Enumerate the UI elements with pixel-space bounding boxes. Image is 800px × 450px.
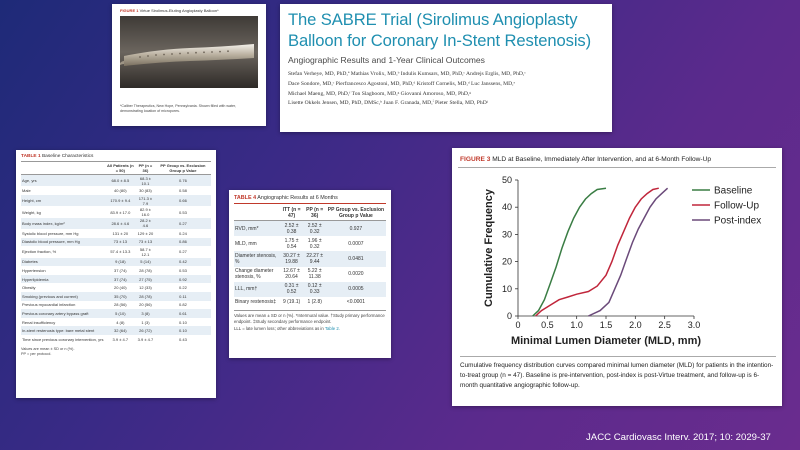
x-tick-label: 2.0 [629,320,642,330]
table1-panel [16,150,216,398]
y-tick-label: 30 [501,229,512,240]
table4-row-cell: Change diameter stenosis, % [235,268,274,281]
table1-row [21,175,211,187]
table1-row-cell: 171.3 ± 7.9 [136,195,155,206]
author-line: Dace Sondore, MD,ᶜ Pierfrancesco Agostoni, MD, PhD,ᵈ Kristoff Cornelis, MD,ᵈ Luc Janssens, MD,ᵉ [288,80,516,87]
table1-row [21,326,211,335]
table1-row [21,335,211,344]
table1-row-cell: 0.86 [155,238,211,247]
table1-row-cell: Previous myocardial infarction [22,302,76,308]
table4-row-cell: 30.27 ± 19.88 [280,251,304,266]
x-tick-label: 1.5 [599,320,613,330]
table1-row-cell: 32 (64) [105,326,136,335]
table1-row-cell: 3.9 ± 4.7 [112,336,129,342]
table1-row-cell: Weight, kg [22,209,41,215]
table1-row [21,218,211,229]
x-tick-label: 1.0 [570,320,583,330]
figure3-label: FIGURE 3 [460,156,491,163]
table1-row-cell: Previous coronary artery bypass graft [21,309,105,318]
table4-panel [229,190,391,358]
table1-row-cell: 28 (78) [139,268,152,274]
x-tick-label: 3.0 [687,320,701,330]
table4-row-cell: 0.0005 [326,282,386,297]
table1-row-cell: 3 (8) [136,309,155,318]
table4-row [234,221,386,237]
mld-cumulative-chart [452,168,782,354]
table1-row-cell: 4 (8) [116,319,125,325]
table1-col-header: PP Group vs. Exclusion Group p Value [155,162,211,175]
y-axis-label: Cumulative Frequency [483,189,495,307]
table1-row [21,238,211,247]
table1-row-cell: 3.9 ± 4.7 [137,336,154,342]
y-tick-label: 20 [501,256,512,267]
table4-row-cell: LLL, mm† [234,282,280,297]
table1-row-cell: 0.27 [179,249,187,255]
table4-row [234,282,386,297]
table4-col-header: ITT (n = 47) [280,206,304,221]
table1-row-cell: 0.27 [155,218,211,229]
table1-row [21,186,211,195]
table4-header [234,195,386,204]
table1-row-cell: 131 ± 20 [112,230,129,236]
balloon-figure-header [112,4,266,15]
table1-row-cell: Obesity [22,285,36,291]
table4-row-cell: 1.96 ± 0.32 [307,237,322,250]
table1-body [21,175,211,344]
table1-col-header: All Patients (n = 50) [105,162,136,175]
table1-row [21,206,211,217]
table4-row-cell: Diameter stenosis, % [234,251,280,266]
table1-row-cell: 27 (75) [136,275,155,284]
table1-row-cell: 73 ± 13 [105,238,136,247]
table4-row-cell: RVD, mm* [234,221,280,237]
table1-row-cell: 37 (74) [105,275,136,284]
figure-label: FIGURE 1 [120,8,139,13]
table1-row [21,195,211,206]
balloon-figure-caption: *Caliber Therapeutics, New Hope, Pennsylvania. Shown filled with water, demonstrating location of micropores. [120,104,236,113]
table1-row [21,318,211,327]
table4-row-cell: 0.0007 [348,240,364,247]
table1-row-cell: In-stent restenosis type: bare metal stent [21,326,105,335]
table1 [21,162,211,344]
table4-title: Angiographic Results at 6 Months [257,195,338,201]
table1-row-cell: 0.76 [155,175,211,187]
figure3-panel [452,148,782,406]
table1-row-cell: Smoking (previous and current) [21,292,105,301]
balloon-photo [120,16,258,88]
x-tick-label: 2.5 [658,320,671,330]
table1-row-cell: Diabetes [21,258,105,267]
table1-row-cell: Body mass index, kg/m² [21,218,105,229]
table1-row-cell: 68.3 ± 10.1 [136,175,155,187]
table1-row-cell: 0.82 [179,302,187,308]
table1-row-cell: 28.2 ± 4.6 [136,218,155,229]
table1-row-cell: 83.9 ± 17.0 [110,209,131,215]
table1-col-header [21,162,105,175]
table4-row-cell: 22.27 ± 9.44 [304,251,326,266]
table1-row-cell: 73 ± 13 [136,238,155,247]
table1-row-cell: Height, cm [21,195,105,206]
table1-row-cell: Hyperlipidemia [21,275,105,284]
table1-row-cell: 58.7 ± 12.1 [139,246,151,257]
table2-link[interactable]: Table 2. [324,325,340,331]
table1-row-cell: 20 (40) [113,285,127,291]
table1-row-cell: 0.11 [155,292,211,301]
table1-row-cell: 129 ± 20 [137,230,154,236]
table1-row-cell: Age, yrs [21,175,105,187]
table4-row [234,267,386,282]
table1-row-cell: 28 (56) [113,302,127,308]
article-title-panel [280,4,612,132]
author-line: Lisette Okkels Jensen, MD, PhD, DMSc,ʰ Juan F. Granada, MD,ⁱ Pieter Stella, MD, PhDʲ [288,100,488,107]
table1-row-cell: Systolic blood pressure, mm Hg [22,230,79,236]
table1-row [21,266,211,275]
table1-row-cell: Hypertension [22,268,46,274]
table4-footnote: Values are mean ± SD or n (%). *Intermural value. †Study primary performance endpoint. ‡Study secondary performance endpoint. [234,313,385,325]
table4-row-cell: 0.31 ± 0.52 [280,282,304,297]
table4-row-cell: 2.52 ± 0.32 [304,221,326,237]
table1-row-cell: 170.9 ± 9.4 [105,195,136,206]
table4-row-cell: 1.75 ± 0.54 [284,237,299,250]
series-line-follow-up [536,188,659,316]
table1-row-cell: 0.42 [155,258,211,267]
x-axis-label: Minimal Lumen Diameter (MLD, mm) [510,335,702,347]
table1-row-cell: 30 (83) [139,188,152,194]
table1-row-cell: 12 (33) [139,285,152,291]
table1-row [21,258,211,267]
table1-title: Baseline Characteristics [41,154,94,159]
table1-row-cell: Ejection fraction, % [22,249,57,255]
table1-row [21,275,211,284]
table1-row-cell: 0.66 [155,195,211,206]
citation: JACC Cardiovasc Interv. 2017; 10: 2029-37 [586,432,771,443]
table4 [234,206,386,306]
author-line: Michael Maeng, MD, PhD,ᶠ Ton Slagboom, MD,ᵍ Giovanni Amoroso, MD, PhD,ᵍ [288,90,472,97]
table1-row-cell: 5 (10) [105,309,136,318]
balloon-figure-panel [112,4,266,126]
table1-row [21,283,211,292]
y-tick-label: 10 [501,283,512,294]
figure3-title: MLD at Baseline, Immediately After Intervention, and at 6-Month Follow-Up [492,156,712,163]
table4-row-cell: 0.927 [326,221,386,237]
y-tick-label: 40 [501,202,512,213]
table4-row-cell: 0.0481 [326,251,386,266]
table1-row-cell: 0.58 [179,188,187,194]
table1-footnote: Values are mean ± SD or n (%). [21,346,75,351]
table1-row [21,309,211,318]
table1-row-cell: 0.22 [179,285,187,291]
table1-row [21,301,211,310]
table4-col-header: PP Group vs. Exclusion Group p Value [327,207,385,219]
table4-body [234,221,386,307]
figure3-header [458,148,776,168]
table1-row-cell: 0.10 [155,326,211,335]
table1-row-cell: 28.6 ± 4.6 [105,218,136,229]
table4-row [234,297,386,306]
x-tick-label: 0.5 [541,320,554,330]
figure3-caption: Cumulative frequency distribution curves compared minimal lumen diameter (MLD) for patients in the intention-to-treat group (n = 47). Baseline is pre-intervention, post-index is post-Virtue treatment, and follow-up is 6-month quantitative angiographic follow-up. [460,356,776,391]
table1-row-cell: 40 (80) [113,188,127,194]
table1-footnote: PP = per protocol. [21,351,52,356]
table4-row-cell: MLD, mm [235,240,257,247]
table1-row [21,229,211,238]
table1-row-cell: 28 (78) [136,292,155,301]
legend-label: Post-index [714,215,762,227]
table4-row-cell: 9 (19.1) [282,298,301,305]
table4-row-cell: 1 (2.8) [307,298,322,305]
table4-abbr-note [234,326,386,332]
article-title: The SABRE Trial (Sirolimus Angioplasty Balloon for Coronary In-Stent Restenosis) [288,10,592,50]
table4-row-cell: 0.0020 [348,271,364,278]
table1-row-cell: 5 (14) [136,258,155,267]
table1-row-cell: 37 (74) [113,268,127,274]
table4-row-cell: 12.67 ± 20.64 [283,268,300,281]
table4-row [234,251,386,266]
author-list [288,70,606,109]
table1-row-cell: 0.10 [179,319,187,325]
table1-row-cell: 57.4 ± 13.3 [110,249,131,255]
table1-row-cell: Diastolic blood pressure, mm Hg [21,238,105,247]
y-tick-label: 50 [501,175,512,185]
table1-row-cell: 0.61 [155,309,211,318]
table4-col-header: PP (n = 36) [304,206,326,221]
table1-col-header: PP (n = 36) [136,162,155,175]
table1-row-cell: Male [22,188,31,194]
figure-header-text: Virtue Sirolimus-Eluting Angioplasty Balloon* [139,8,219,13]
article-subtitle: Angiographic Results and 1-Year Clinical Outcomes [288,55,485,66]
table4-abbr-text: LLL = late lumen loss; other abbreviations as in [234,325,325,331]
legend-label: Baseline [714,185,753,197]
legend-label: Follow-Up [714,200,760,212]
table1-row [21,292,211,301]
table1-row [21,246,211,257]
table1-row-cell: 0.43 [179,336,187,342]
table1-row-cell: 0.92 [155,275,211,284]
y-tick-label: 0 [506,311,512,321]
table4-row-cell: Binary restenosis‡ [235,298,277,305]
table4-row-cell: 2.52 ± 0.38 [280,221,304,237]
table4-col-header [234,206,280,221]
table4-row-cell: 0.12 ± 0.33 [304,282,326,297]
x-tick-label: 0 [515,320,521,330]
table1-label: TABLE 1 [21,154,41,159]
table1-row-cell: 68.0 ± 8.5 [105,175,136,187]
table1-row-cell: 26 (72) [136,326,155,335]
table1-row-cell: 20 (56) [139,302,152,308]
table4-row-cell: <0.0001 [346,298,365,305]
series-line-post-index [588,188,667,316]
table1-row-cell: Renal insufficiency [22,319,56,325]
table4-footnotes [234,310,386,332]
table1-row-cell: 0.53 [179,209,187,215]
table1-header [21,154,211,162]
table1-row-cell: 0.24 [179,230,187,236]
table1-row-cell: 1 (3) [141,319,150,325]
table1-row-cell: 82.9 ± 16.0 [139,207,151,218]
table4-row-cell: 5.22 ± 11.38 [307,268,322,281]
table4-row [234,236,386,251]
table1-row-cell: Time since previous coronary intervention, yrs [22,336,104,342]
table1-footnotes [21,347,211,358]
table1-row-cell: 9 (18) [105,258,136,267]
table4-label: TABLE 4 [234,195,257,201]
author-line: Stefan Verheye, MD, PhD,ª Mathias Vrolix, MD,ᵇ Indulis Kumsars, MD, PhD,ᶜ Andrejs Erglis, MD, PhD,ᶜ [288,71,526,78]
table1-header-row [21,162,211,175]
table1-row-cell: 0.53 [179,268,187,274]
table1-row-cell: 35 (70) [105,292,136,301]
table4-header-row [234,206,386,221]
